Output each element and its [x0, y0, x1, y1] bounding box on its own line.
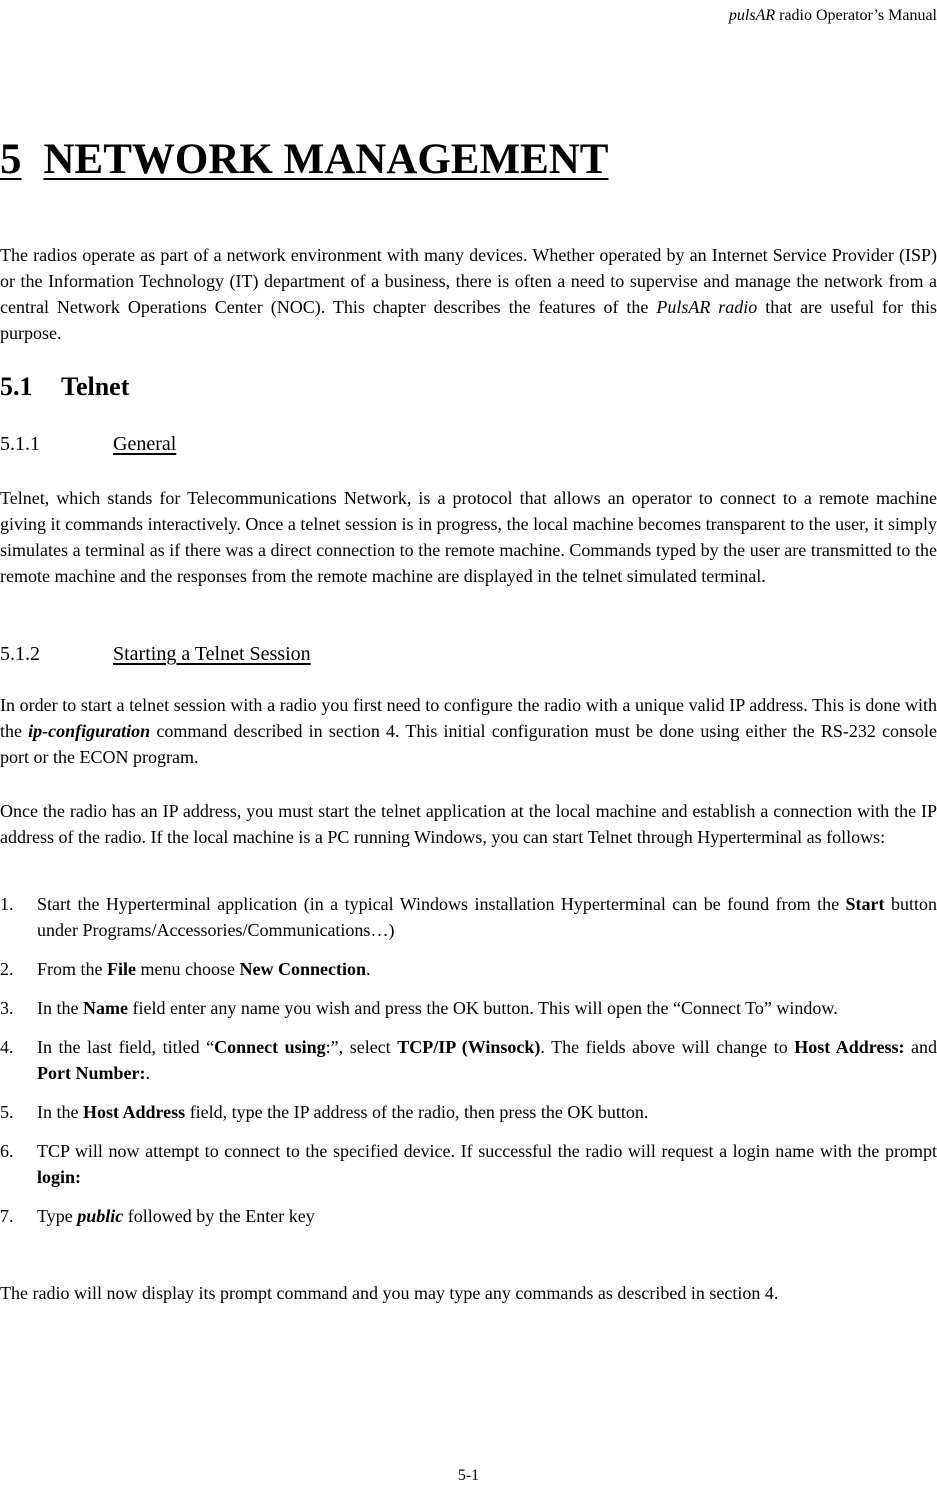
step-bold-text: Start — [845, 894, 885, 914]
list-marker: 3. — [0, 998, 14, 1018]
setup-text-2: command described in section 4. This initial configuration must be done using either the RS-232 console port or the ECON program. — [0, 721, 937, 767]
step-text: :”, select — [325, 1037, 398, 1057]
general-paragraph: Telnet, which stands for Telecommunications Network, is a protocol that allows an operator to connect to a remote machine giving it commands interactively. Once a telnet session is in progress, the local machine becomes transparent to the user, it simply simulates a terminal as if there was a direct connection to the remote machine. Commands typed by the user are transmitted to the remote machine and the responses from the remote machine are displayed in the telnet simulated terminal. — [0, 488, 937, 586]
list-item — [0, 956, 937, 982]
step-text: followed by the Enter key — [123, 1206, 315, 1226]
step-bold-text: TCP/IP (Winsock) — [397, 1037, 541, 1057]
page-number: 5-1 — [457, 1467, 480, 1484]
subsection-number: 5.1.1 — [0, 433, 40, 455]
subsection-title: Starting a Telnet Session — [113, 643, 311, 665]
step-text: . — [145, 1063, 150, 1083]
subsection-title: General — [113, 433, 177, 455]
list-marker: 1. — [0, 894, 14, 914]
step-text: In the last field, titled “ — [37, 1037, 215, 1057]
intro-paragraph — [0, 242, 937, 346]
chapter-title — [0, 136, 608, 184]
chapter-title-text: NETWORK MANAGEMENT — [43, 136, 609, 183]
header-title-text: radio Operator’s Manual — [775, 7, 937, 24]
command-name: ip-configuration — [28, 721, 151, 741]
section-heading-5-1 — [0, 370, 129, 404]
section-title: Telnet — [61, 372, 130, 401]
list-marker: 7. — [0, 1206, 14, 1226]
list-item — [0, 1034, 937, 1086]
step-bold-text: login: — [37, 1167, 82, 1187]
list-marker: 2. — [0, 959, 14, 979]
step-bold-text: New Connection — [239, 959, 366, 979]
subsection-number: 5.1.2 — [0, 643, 40, 665]
list-item — [0, 1099, 937, 1125]
step-text: menu choose — [136, 959, 240, 979]
list-item — [0, 1203, 937, 1229]
step-bold-text: Port Number: — [37, 1063, 146, 1083]
connect-paragraph: Once the radio has an IP address, you must start the telnet application at the local machine and establish a connection with the IP address of the radio. If the local machine is a PC running Windows, you can start Telnet through Hyperterminal as follows: — [0, 801, 937, 847]
intro-text-2: that are useful for this purpose. — [0, 297, 937, 343]
setup-text-1: In order to start a telnet session with a radio you first need to configure the radio with a unique valid IP address. This is done with the — [0, 695, 937, 741]
step-text: Start the Hyperterminal application (in a typical Windows installation Hyperterminal can be found from the — [37, 894, 846, 914]
step-text: TCP will now attempt to connect to the specified device. If successful the radio will request a login name with the prompt — [37, 1141, 937, 1161]
setup-paragraph — [0, 692, 937, 770]
section-heading-5-1-2 — [0, 641, 311, 667]
section-heading-5-1-1 — [0, 431, 176, 457]
step-text: From the — [37, 959, 107, 979]
step-text: field, type the IP address of the radio, then press the OK button. — [185, 1102, 649, 1122]
hyperterminal-steps — [0, 891, 937, 1242]
step-bold-text: Host Address: — [794, 1037, 905, 1057]
header-product-name: pulsAR — [728, 7, 776, 24]
intro-text-1: The radios operate as part of a network environment with many devices. Whether operated by an Internet Service Provider (ISP) or the Information Technology (IT) department of a business, there is often a need to supervise and manage the network from a central Network Operations Center (NOC). This chapter describes the features of the — [0, 245, 937, 317]
list-marker: 4. — [0, 1037, 14, 1057]
step-text: In the — [37, 998, 83, 1018]
list-marker: 5. — [0, 1102, 14, 1122]
step-text: . The fields above will change to — [540, 1037, 795, 1057]
chapter-number: 5 — [0, 136, 22, 183]
closing-paragraph: The radio will now display its prompt command and you may type any commands as described in section 4. — [0, 1283, 779, 1303]
step-text: button under Programs/Accessories/Communications…) — [37, 894, 937, 940]
list-item — [0, 995, 937, 1021]
step-text: Type — [37, 1206, 78, 1226]
step-bold-text: File — [107, 959, 136, 979]
step-bold-text: Host Address — [82, 1102, 186, 1122]
list-item — [0, 891, 937, 943]
step-bold-italic-text: public — [77, 1206, 124, 1226]
step-text: and — [904, 1037, 937, 1057]
step-bold-text: Name — [82, 998, 128, 1018]
list-marker: 6. — [0, 1141, 14, 1161]
step-text: . — [365, 959, 371, 979]
step-text: field enter any name you wish and press the OK button. This will open the “Connect To” window. — [127, 998, 838, 1018]
list-item — [0, 1138, 937, 1190]
step-text: In the — [37, 1102, 83, 1122]
step-bold-text: Connect using — [214, 1037, 326, 1057]
section-number: 5.1 — [0, 372, 33, 401]
intro-product-name: PulsAR radio — [656, 297, 758, 317]
running-header — [729, 6, 937, 26]
